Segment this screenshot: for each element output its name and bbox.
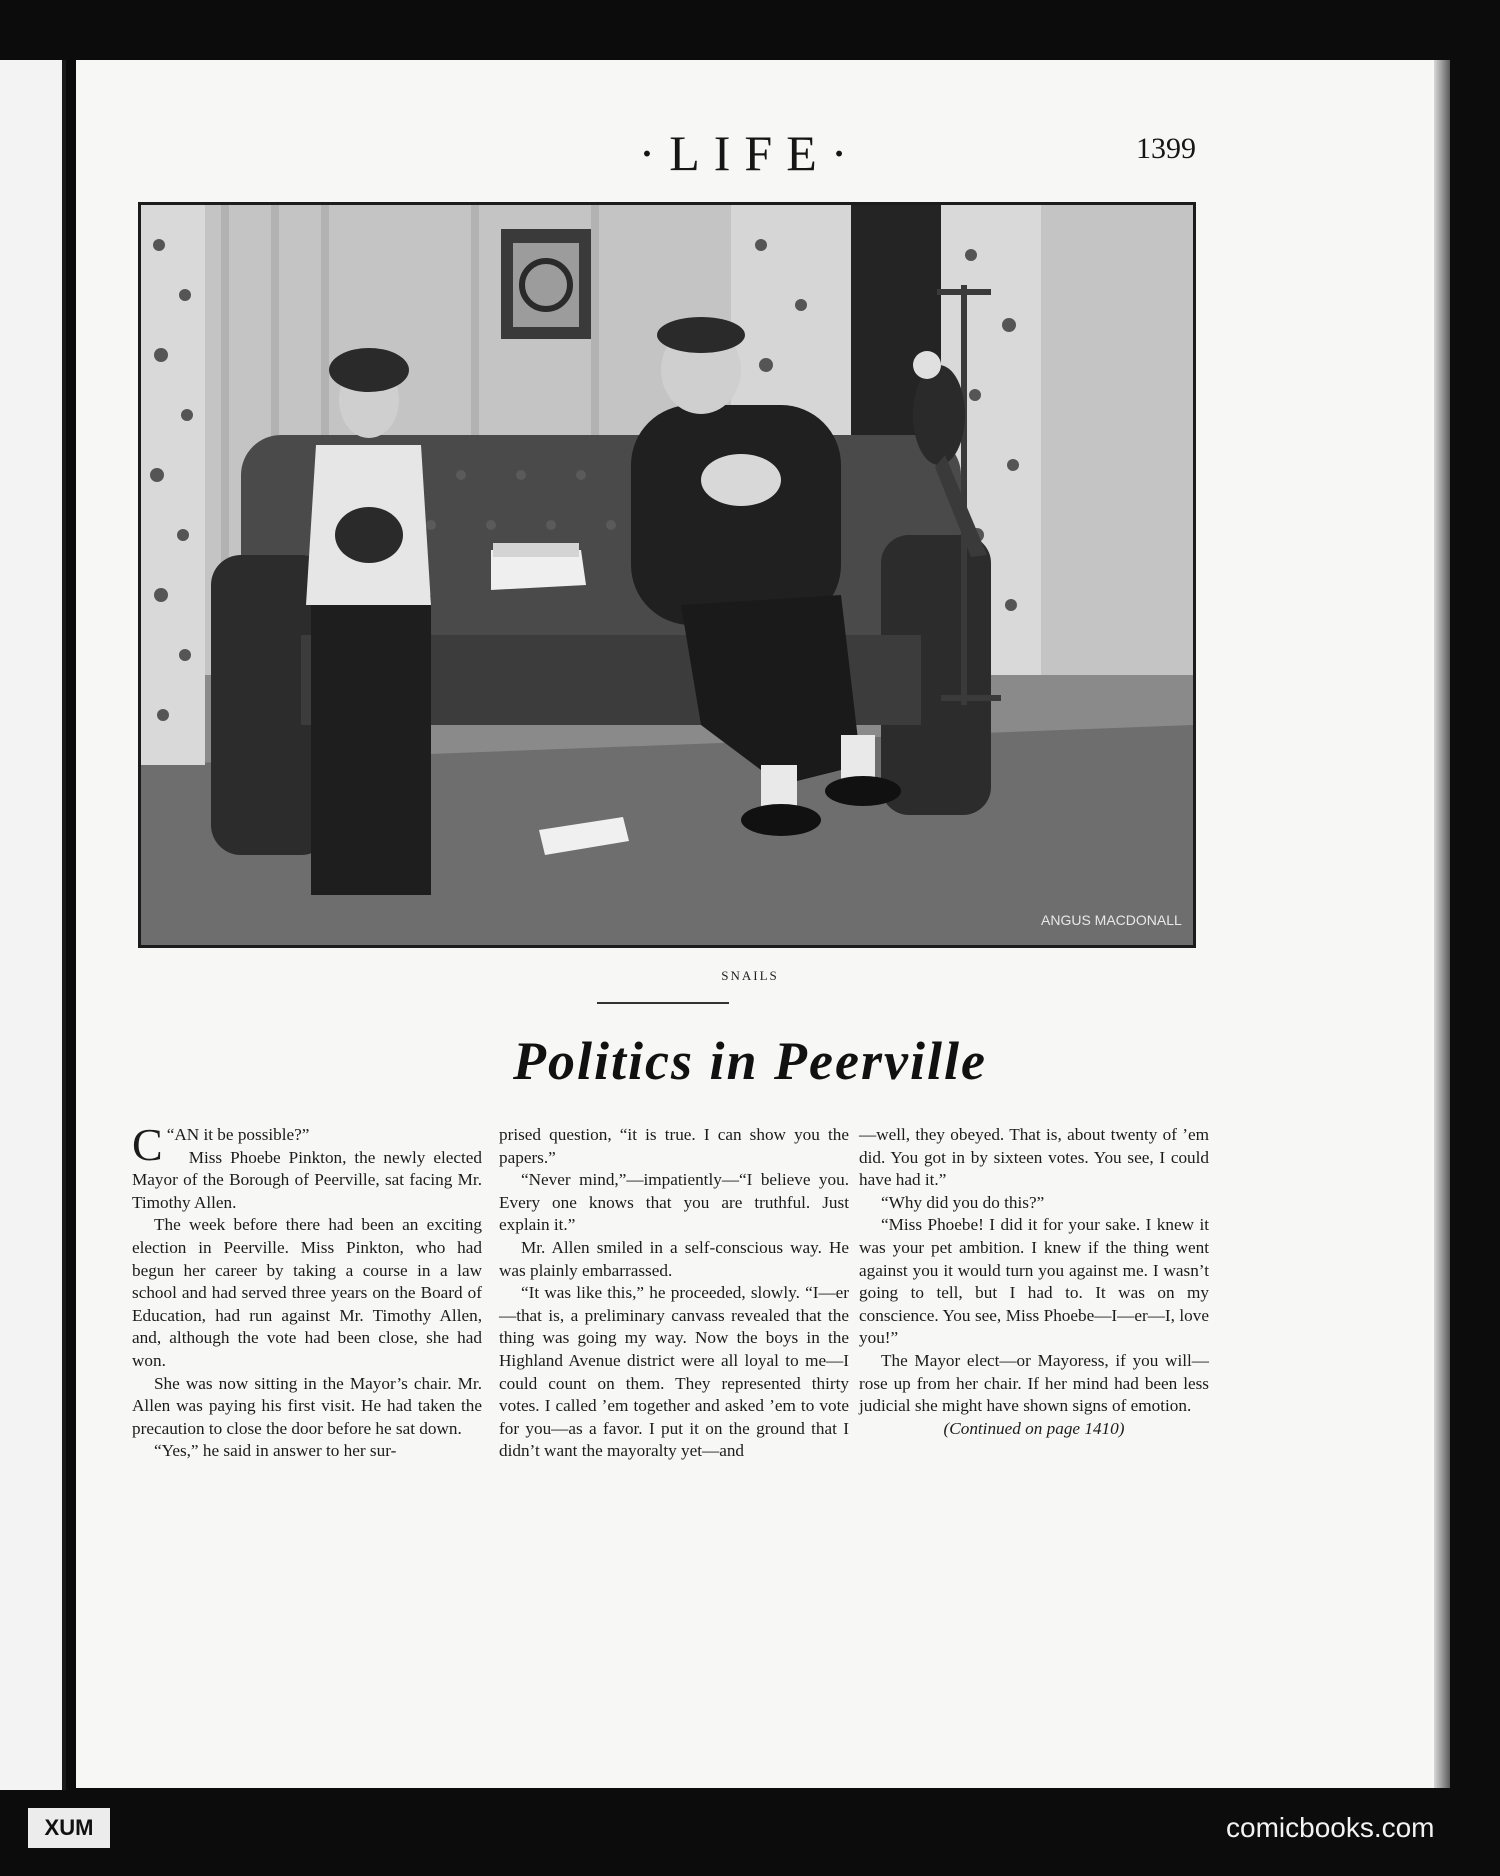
parlor-scene-drawing xyxy=(141,205,1193,945)
paragraph: “Why did you do this?” xyxy=(881,1192,1045,1212)
paragraph: —well, they obeyed. That is, about twenty of ’em did. You got in by sixteen votes. You see, I could have had it.” xyxy=(859,1125,1209,1190)
paragraph: Miss Phoebe Pinkton, the newly elected Mayor of the Borough of Peerville, sat facing Mr. Timothy Allen. xyxy=(132,1147,482,1212)
article-column-3 xyxy=(859,1124,1209,1440)
page-number: 1399 xyxy=(1136,132,1196,165)
page-edge-shadow xyxy=(1434,60,1450,1788)
running-head: ·LIFE· xyxy=(638,125,862,181)
article-column-2 xyxy=(499,1124,849,1463)
paragraph: Mr. Allen smiled in a self-conscious way. He was plainly embarrassed. xyxy=(499,1237,849,1280)
scan-badge: XUM xyxy=(28,1808,110,1848)
illustration-snails xyxy=(138,202,1196,948)
paragraph xyxy=(132,1119,482,1170)
caption-rule xyxy=(597,1002,729,1004)
facing-page-edge xyxy=(0,60,66,1790)
continued-note: (Continued on page 1410) xyxy=(943,1418,1125,1438)
article-title: Politics in Peerville xyxy=(513,1031,987,1091)
artist-signature: ANGUS MACDONALL xyxy=(1041,912,1182,928)
illustration-caption: SNAILS xyxy=(721,968,779,983)
paragraph: “Yes,” he said in answer to her sur- xyxy=(154,1441,397,1461)
paragraph: “Never mind,”—impatiently—“I believe you. Every one knows that you are truthful. Just explain it.” xyxy=(499,1170,849,1235)
paragraph: “It was like this,” he proceeded, slowly. “I—er—that is, a preliminary canvass revealed that the thing was going my way. Now the boys in the Highland Avenue district were all loyal to me—I could count on them. They represented thirty votes. I called ’em together and asked ’em to vote for you—as a favor. I put it on the ground that I didn’t want the mayoralty yet—and xyxy=(499,1283,849,1461)
drop-cap: C xyxy=(132,1119,163,1170)
paragraph: The week before there had been an exciting election in Peerville. Miss Pinkton, who had begun her career by taking a course in a law school and had served three years on the Board of Education, had run against Mr. Timothy Allen, and, although the vote had been close, she had won. xyxy=(132,1215,482,1370)
paragraph: prised question, “it is true. I can show you the papers.” xyxy=(499,1125,849,1167)
paragraph: She was now sitting in the Mayor’s chair. Mr. Allen was paying his first visit. He had taken the precaution to close the door before he sat down. xyxy=(132,1373,482,1438)
opening-quote: “ xyxy=(166,1125,175,1144)
paragraph-text: AN it be possible?” xyxy=(174,1125,310,1144)
paragraph: “Miss Phoebe! I did it for your sake. I knew it was your pet ambition. I knew if the thing went against you it would turn you against me. I wasn’t going to tell, but I had to. It was on my conscience. You see, Miss Phoebe—I—er—I, love you!” xyxy=(859,1215,1209,1348)
paragraph: The Mayor elect—or Mayoress, if you will—rose up from her chair. If her mind had been less judicial she might have shown signs of emotion. xyxy=(859,1350,1209,1416)
site-watermark: comicbooks.com xyxy=(1226,1812,1435,1843)
article-column-1 xyxy=(132,1119,482,1463)
